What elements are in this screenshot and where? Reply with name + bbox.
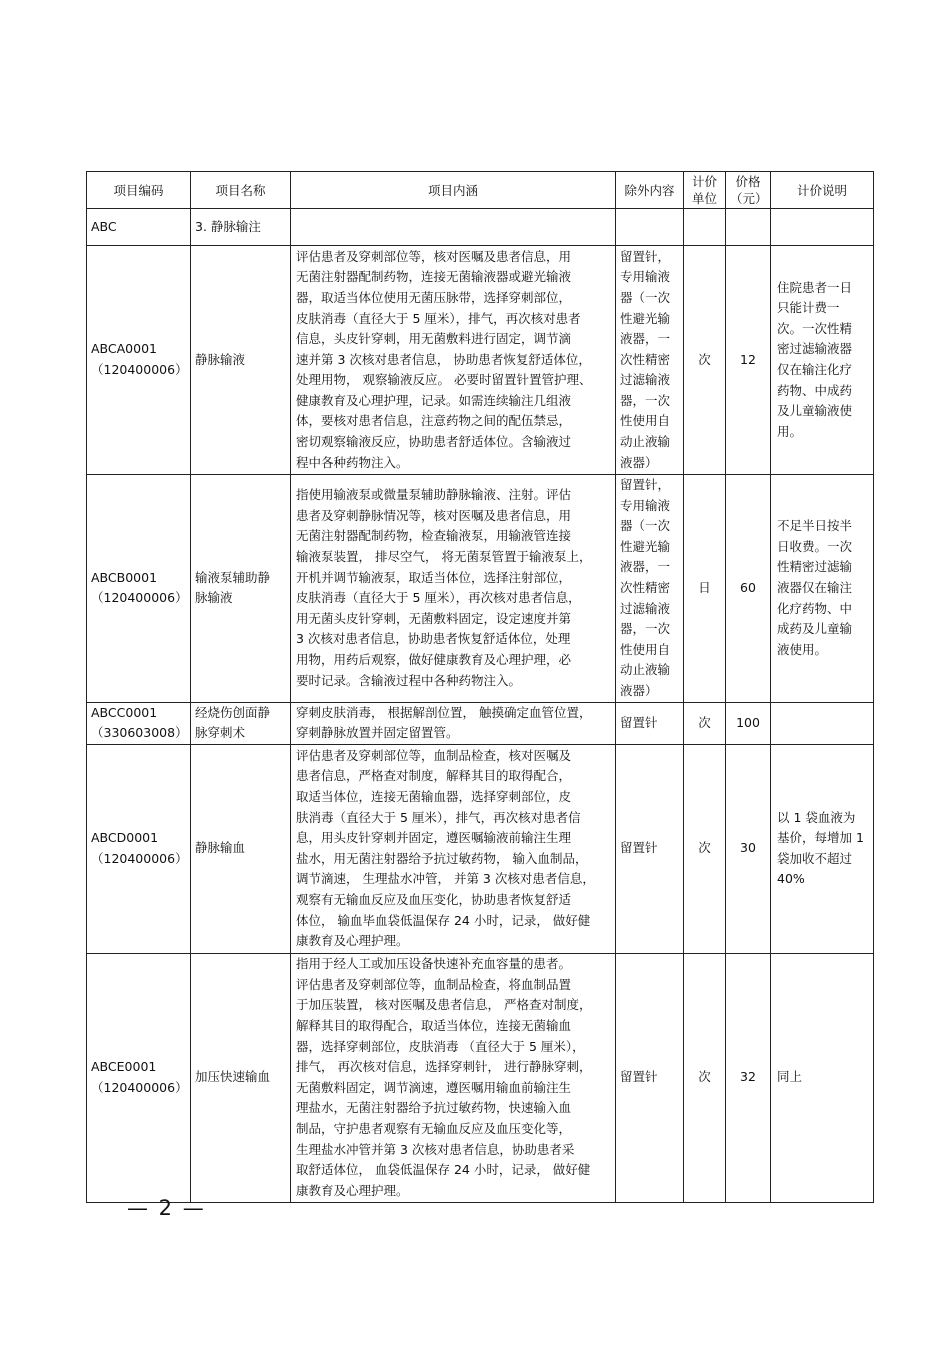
header-content: 项目内涵: [291, 172, 616, 209]
item-code: ABCE0001 （120400006）: [87, 953, 191, 1202]
header-code: 项目编码: [87, 172, 191, 209]
table-row: [87, 475, 874, 703]
item-name: 加压快速输血: [191, 953, 291, 1202]
item-name: 静脉输血: [191, 744, 291, 953]
table-row: [87, 702, 874, 744]
item-excluded: 留置针， 专用输液 器（一次 性避光输 液器，一 次性精密 过滤输液 器，一次 性使用自 动止液输 液器）: [616, 246, 684, 475]
section-name: 3. 静脉输注: [191, 209, 291, 246]
item-note: 同上: [771, 953, 874, 1202]
item-name: 静脉输液: [191, 246, 291, 475]
item-price: 12: [726, 246, 771, 475]
item-name: 输液泵辅助静 脉输液: [191, 475, 291, 703]
item-unit: 次: [684, 744, 726, 953]
item-unit: 次: [684, 246, 726, 475]
item-unit: 次: [684, 953, 726, 1202]
item-note: [771, 702, 874, 744]
item-code: ABCD0001 （120400006）: [87, 744, 191, 953]
item-content: 评估患者及穿刺部位等，核对医嘱及患者信息，用 无菌注射器配制药物，连接无菌输液器或避光输液 器，取适当体位使用无菌压脉带，选择穿刺部位， 皮肤消毒（直径大于 5 厘米），排气，再次核对患者 信息，头皮针穿刺，用无菌敷料进行固定，调节滴 速并第 3 次核对患者信息， 协助患者恢复舒适体位， 处理用物， 观察输液反应。 必要时留置针置管护理、 健康教育及心理护理，记录。如需连续输注几组液 体，要核对患者信息，注意药物之间的配伍禁忌， 密切观察输液反应，协助患者舒适体位。含输液过 程中各种药物注入。: [291, 246, 616, 475]
item-note: 以 1 袋血液为 基价，每增加 1 袋加收不超过 40%: [771, 744, 874, 953]
item-name: 经烧伤创面静 脉穿刺术: [191, 702, 291, 744]
table-row: [87, 246, 874, 475]
item-price: 60: [726, 475, 771, 703]
item-code: ABCB0001 （120400006）: [87, 475, 191, 703]
header-name: 项目名称: [191, 172, 291, 209]
page-number: — 2 —: [127, 1196, 206, 1220]
section-code: ABC: [87, 209, 191, 246]
item-excluded: 留置针: [616, 702, 684, 744]
header-price: 价格 （元）: [726, 172, 771, 209]
header-excluded: 除外内容: [616, 172, 684, 209]
item-unit: 次: [684, 702, 726, 744]
header-unit: 计价 单位: [684, 172, 726, 209]
section-row: [87, 209, 874, 246]
item-price: 32: [726, 953, 771, 1202]
item-content: 指用于经人工或加压设备快速补充血容量的患者。 评估患者及穿刺部位等，血制品检查，将血制品置 于加压装置， 核对医嘱及患者信息， 严格查对制度， 解释其目的取得配合，取适当体位，连接无菌输血 器，选择穿刺部位，皮肤消毒 （直径大于 5 厘米）， 排气， 再次核对信息，选择穿刺针， 进行静脉穿刺， 无菌敷料固定，调节滴速，遵医嘱用输血前输注生 理盐水，无菌注射器给予抗过敏药物，快速输入血 制品，守护患者观察有无输血反应及血压变化等， 生理盐水冲管并第 3 次核对患者信息，协助患者采 取舒适体位， 血袋低温保存 24 小时，记录， 做好健 康教育及心理护理。: [291, 953, 616, 1202]
item-excluded: 留置针: [616, 953, 684, 1202]
item-content: 评估患者及穿刺部位等，血制品检查，核对医嘱及 患者信息，严格查对制度，解释其目的取得配合， 取适当体位，连接无菌输血器，选择穿刺部位，皮 肤消毒（直径大于 5 厘米），排气，再次核对患者信 息，用头皮针穿刺并固定，遵医嘱输液前输注生理 盐水，用无菌注射器给予抗过敏药物， 输入血制品， 调节滴速， 生理盐水冲管， 并第 3 次核对患者信息， 观察有无输血反应及血压变化，协助患者恢复舒适 体位， 输血毕血袋低温保存 24 小时，记录， 做好健 康教育及心理护理。: [291, 744, 616, 953]
item-note: 住院患者一日 只能计费一 次。一次性精 密过滤输液器 仅在输注化疗 药物、中成药 及儿童输液使 用。: [771, 246, 874, 475]
table-row: [87, 744, 874, 953]
item-price: 30: [726, 744, 771, 953]
item-content: 指使用输液泵或微量泵辅助静脉输液、注射。评估 患者及穿刺静脉情况等，核对医嘱及患者信息，用 无菌注射器配制药物，检查输液泵，用输液管连接 输液泵装置， 排尽空气， 将无菌泵管置于输液泵上， 开机并调节输液泵，取适当体位，选择注射部位， 皮肤消毒（直径大于 5 厘米），再次核对患者信息， 用无菌头皮针穿刺，无菌敷料固定，设定速度并第 3 次核对患者信息，协助患者恢复舒适体位，处理 用物，用药后观察，做好健康教育及心理护理，必 要时记录。含输液过程中各种药物注入。: [291, 475, 616, 703]
item-price: 100: [726, 702, 771, 744]
item-excluded: 留置针: [616, 744, 684, 953]
item-excluded: 留置针， 专用输液 器（一次 性避光输 液器，一 次性精密 过滤输液 器，一次 性使用自 动止液输 液器）: [616, 475, 684, 703]
table-row: [87, 953, 874, 1202]
item-code: ABCC0001 （330603008）: [87, 702, 191, 744]
item-code: ABCA0001 （120400006）: [87, 246, 191, 475]
header-note: 计价说明: [771, 172, 874, 209]
item-note: 不足半日按半 日收费。一次 性精密过滤输 液器仅在输注 化疗药物、中 成药及儿童输 液使用。: [771, 475, 874, 703]
item-unit: 日: [684, 475, 726, 703]
item-content: 穿刺皮肤消毒， 根据解剖位置， 触摸确定血管位置， 穿刺静脉放置并固定留置管。: [291, 702, 616, 744]
table-header-row: [87, 172, 874, 209]
price-table: [86, 171, 874, 1203]
